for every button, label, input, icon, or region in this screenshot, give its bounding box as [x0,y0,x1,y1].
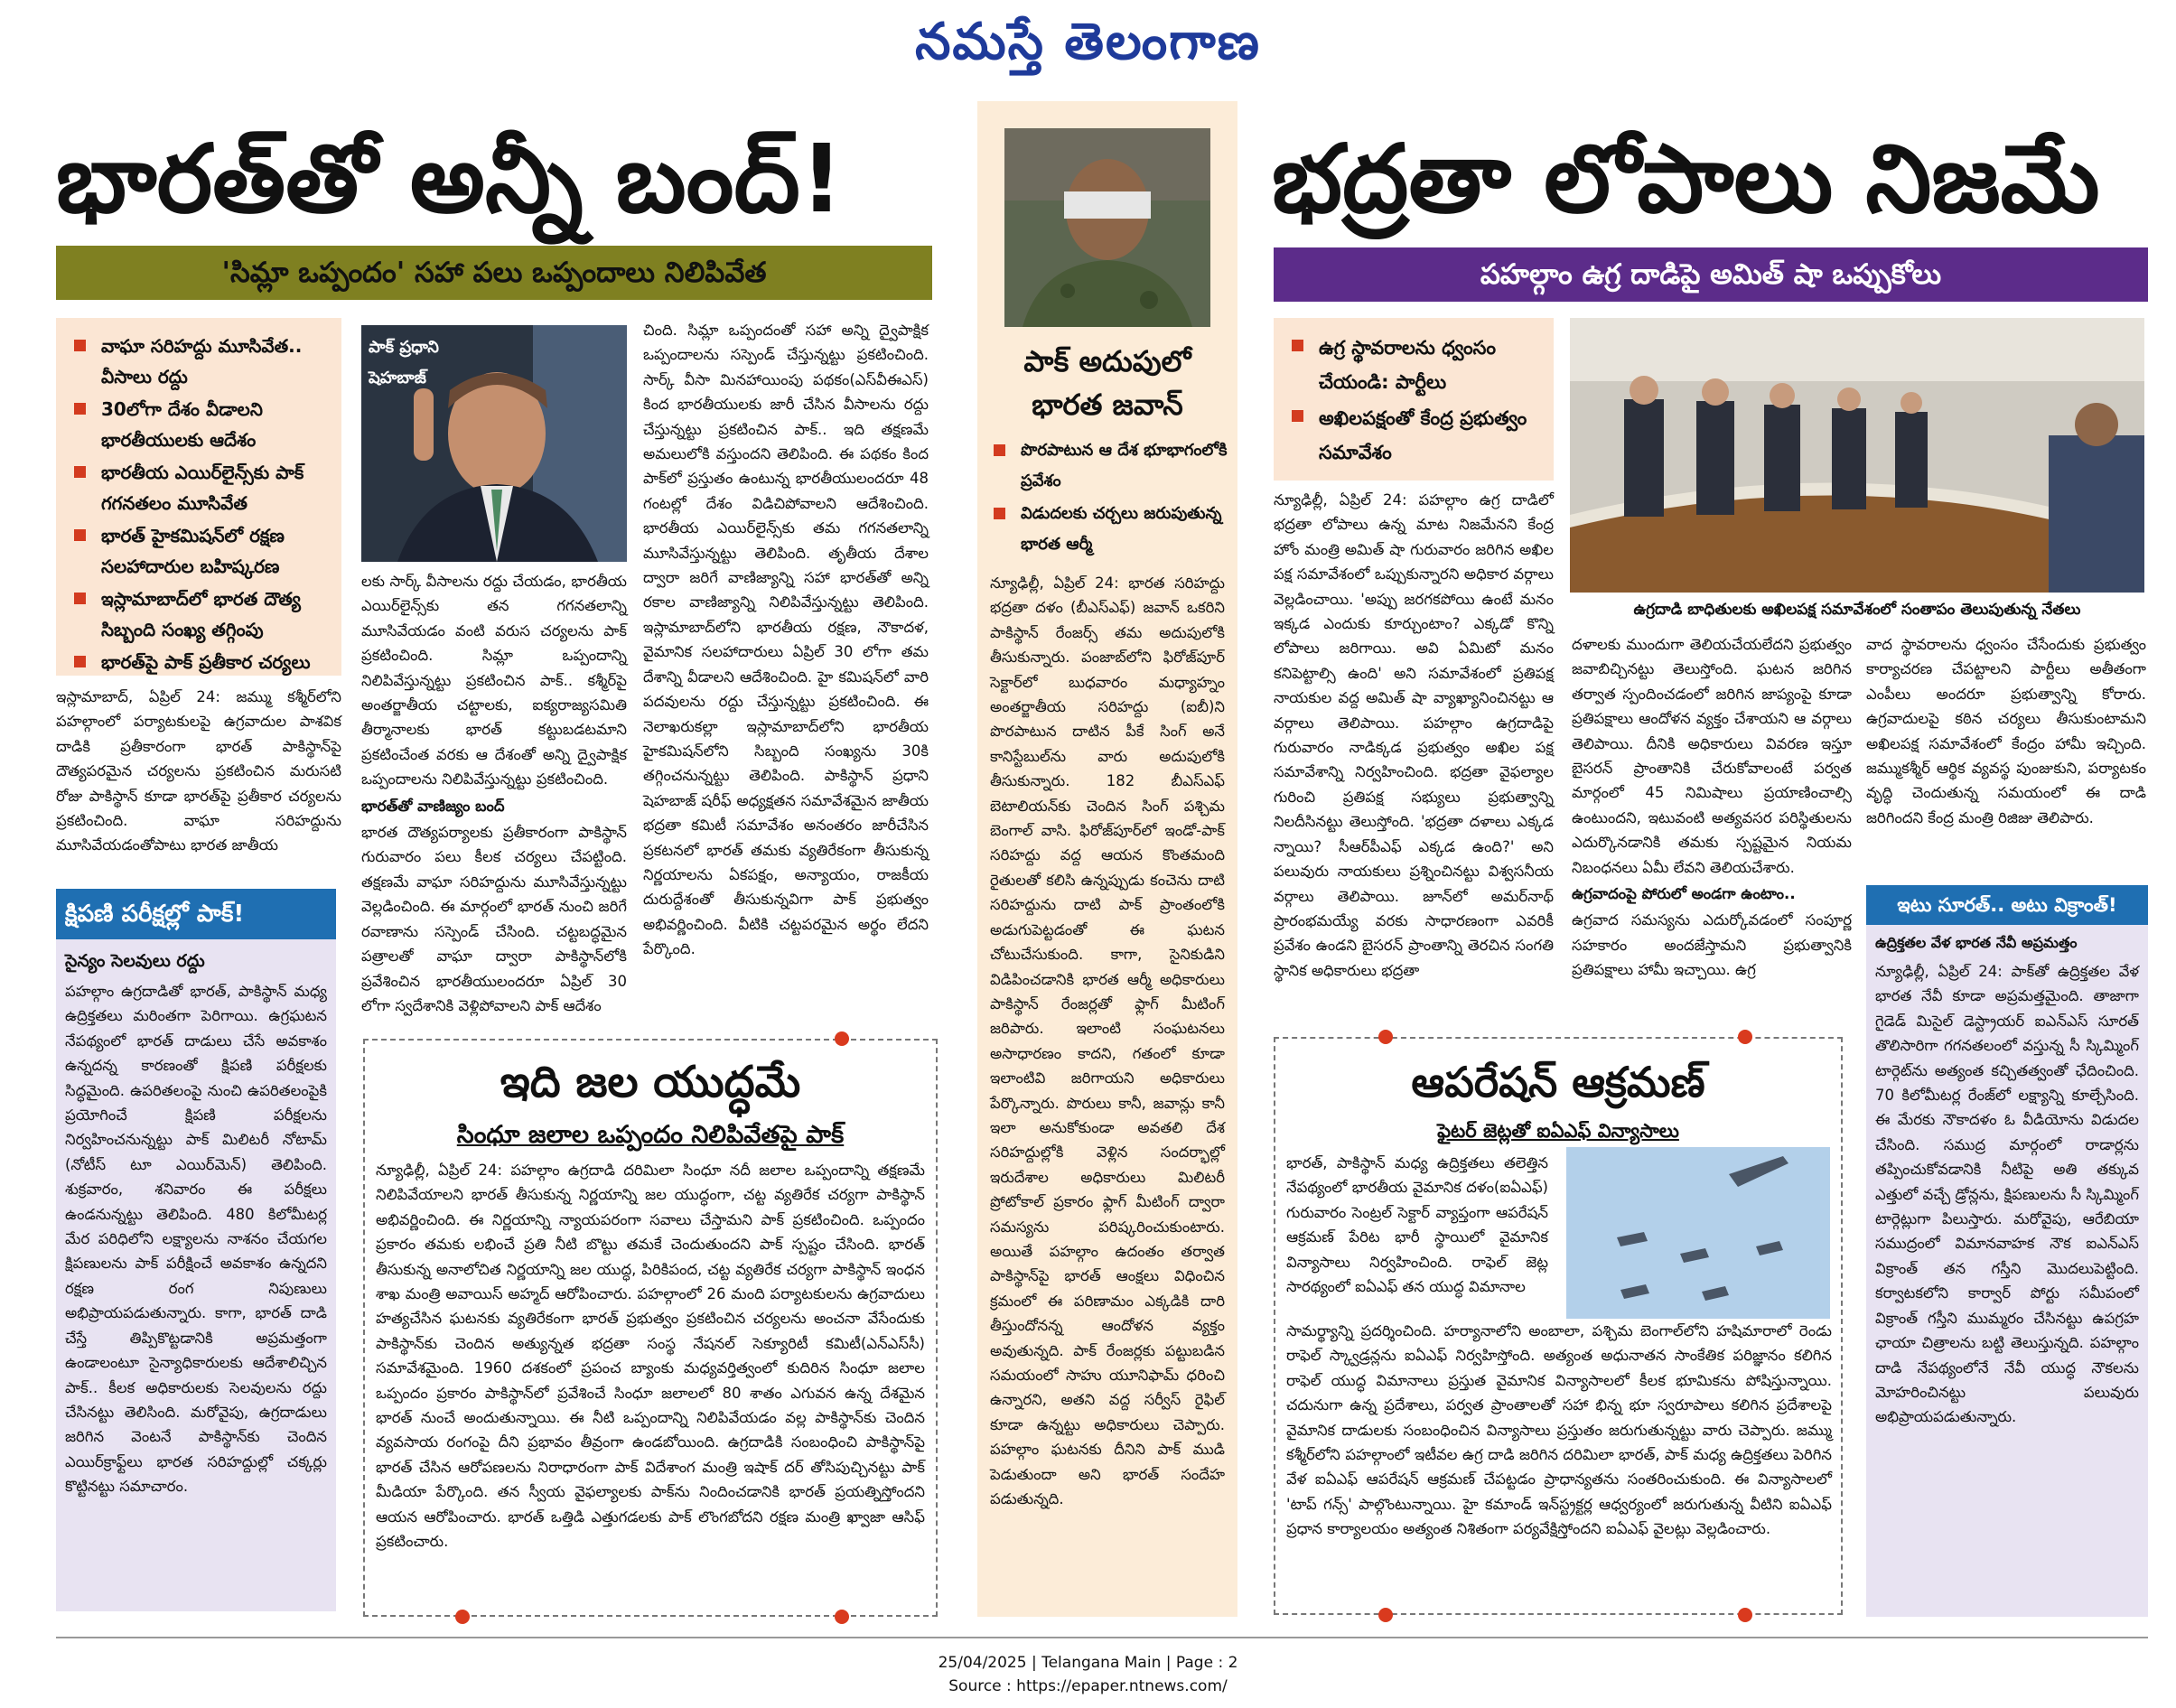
water-box-subhead: సింధూ జలాల ఒప్పందం నిలిపివేతపై పాక్ [456,1121,845,1149]
operation-box-headline: ఆపరేషన్ ఆక్రమణ్ [1411,1058,1705,1106]
center-bullet-list [977,432,1237,567]
paragraph: ఉగ్రవాద సమస్యను ఎదుర్కోవడంలో సంపూర్ణ సహకారం అందజేస్తామని ప్రభుత్వానికి ప్రతిపక్షాలు హామీ ఇచ్చాయి. ఉగ్ర [1572,911,1852,979]
left-strap: 'సిమ్లా ఒప్పందం' సహా పలు ఒప్పందాలు నిలిపివేత [56,246,932,300]
bullet-item: ఇస్లామాబాద్‌లో భారత దౌత్య సిబ్బంది సంఖ్య తగ్గింపు [70,583,331,645]
bullet-item: వాఘా సరిహద్దు మూసివేత.. వీసాలు రద్దు [70,331,331,392]
bullet-item: విడుదలకు చర్చలు జరుపుతున్న భారత ఆర్మీ [990,499,1228,560]
right-bullet-list [1274,318,1554,481]
center-story-body: న్యూఢిల్లీ, ఏప్రిల్ 24: భారత సరిహద్దు భద్రతా దళం (బీఎస్‌ఎఫ్) జవాన్ ఒకరిని పాకిస్థాన్ రేంజర్స్ తమ అదుపులోకి తీసుకున్నారు. పంజాబ్‌లోని ఫిరోజ్‌పూర్ సెక్టార్‌లో బుధవారం మధ్యాహ్నం అంతర్జాతీయ సరిహద్దు (ఐబీ)ని పొరపాటున దాటిన పీకే సింగ్ అనే కానిస్టేబుల్‌ను వారు అదుపులోకి తీసుకున్నారు. 182 బీఎస్‌ఎఫ్ బెటాలియన్‌కు చెందిన సింగ్ పశ్చిమ బెంగాల్ వాసి. ఫిరోజ్‌పూర్‌లో ఇండో-పాక్ సరిహద్దు వద్ద ఆయన కొంతమంది రైతులతో కలిసి ఉన్నప్పుడు కంచెను దాటి సరిహద్దును దాటి పాక్ ప్రాంతంలోకి అడుగుపెట్టడంతో ఈ ఘటన చోటుచేసుకుంది. కాగా, సైనికుడిని విడిపించడానికి భారత ఆర్మీ అధికారులు పాకిస్థాన్ రేంజర్లతో ఫ్లాగ్ మీటింగ్ జరిపారు. ఇలాంటి సంఘటనలు అసాధారణం కాదని, గతంలో కూడా ఇలాంటివి జరిగాయని అధికారులు పేర్కొన్నారు. పొరులు కానీ, జవాన్లు కానీ ఇలా అనుకోకుండా అవతలి దేశ సరిహద్దుల్లోకి వెళ్లిన సందర్భాల్లో ఇరుదేశాల అధికారులు మిలిటరీ ప్రోటోకాల్ ప్రకారం ఫ్లాగ్ మీటింగ్ ద్వారా సమస్యను పరిష్కరించుకుంటారు. అయితే పహల్గాం ఉదంతం తర్వాత పాకిస్థాన్‌పై భారత్ ఆంక్షలు విధించిన క్రమంలో ఈ పరిణామం ఎక్కడికి దారి తీస్తుందోనన్న ఆందోళన వ్యక్తం అవుతున్నది. పాక్ రేంజర్లకు పట్టుబడిన సమయంలో సాహు యూనిఫామ్ ధరించి ఉన్నారని, అతని వద్ద సర్వీస్ రైఫిల్ కూడా ఉన్నట్టు అధికారులు చెప్పారు. పహల్గాం ఘటనకు దీనిని పాక్ ముడి పెడుతుందా అని భారత్ సందేహ పడుతున్నది. [990,574,1225,1508]
center-story-column [977,101,1237,1617]
red-dot-marker [835,1610,849,1624]
red-dot-marker [835,1031,849,1046]
left-story-intro: ఇస్లామాబాద్, ఏప్రిల్ 24: జమ్ము కశ్మీర్‌లోని పహల్గాంలో పర్యాటకులపై ఉగ్రవాదుల పాశవిక దాడికి ప్రతీకారంగా భారత్ పాకిస్థాన్‌పై దౌత్యపరమైన చర్యలను ప్రకటించిన మరుసటి రోజు పాకిస్థాన్ కూడా భారత్‌పై ప్రతీకార చర్యలను ప్రకటించింది. వాఘా సరిహద్దును మూసివేయడంతోపాటు భారత జాతీయ [56,688,341,854]
right-story-column-1: న్యూఢిల్లీ, ఏప్రిల్ 24: పహల్గాం ఉగ్ర దాడిలో భద్రతా లోపాలు ఉన్న మాట నిజమేనని కేంద్ర హోం మంత్రి అమిత్ షా గురువారం జరిగిన అఖిల పక్ష సమావేశంలో ఒప్పుకున్నారని అధికార వర్గాలు వెల్లడించాయి. 'అప్పు జరగకపోయి ఉంటే మనం ఇక్కడ ఎందుకు కూర్చుంటాం? ఎక్కడో కొన్ని లోపాలు జరిగాయి. అవి ఏమిటో మనం కనిపెట్టాల్సి ఉంది' అని సమావేశంలో ప్రతిపక్ష నాయకుల వద్ద అమిత్ షా వ్యాఖ్యానించినట్టు ఆ వర్గాలు తెలిపాయి. పహల్గాం ఉగ్రదాడిపై గురువారం నాడిక్కడ ప్రభుత్వం అఖిల పక్ష సమావేశాన్ని నిర్వహించింది. భద్రతా వైఫల్యాల గురించి ప్రతిపక్ష సభ్యులు ప్రభుత్వాన్ని నిలదీసినట్టు తెలుస్తోంది. 'భద్రతా దళాలు ఎక్కడ న్నాయి? సీఆర్‌పీఎఫ్ ఎక్కడ ఉంది?' అని పలువురు నాయకులు ప్రశ్నించినట్టు విశ్వసనీయ వర్గాలు తెలిపాయి. జూన్‌లో అమర్‌నాథ్ ప్రారంభమయ్యే వరకు సాధారణంగా ఎవరికీ ప్రవేశం ఉండని బైసరన్ ప్రాంతాన్ని తెరచిన సంగతి స్థానిక అధికారులు భద్రతా [1274,491,1554,979]
bullet-item: భారత్‌పై పాక్ ప్రతీకార చర్యలు [70,647,331,677]
missile-box [56,889,336,1611]
paragraph: దళాలకు ముందుగా తెలియచేయలేదని ప్రభుత్వం జవాబిచ్చినట్టు తెలుస్తోంది. ఘటన జరిగిన తర్వాత స్పందించడంలో జరిగిన జాప్యంపై కూడా ప్రతిపక్షాలు ఆందోళన వ్యక్తం చేశాయని ఆ వర్గాలు తెలిపాయి. దీనికి అధికారులు వివరణ ఇస్తూ బైసరన్ ప్రాంతానికి చేరుకోవాలంటే పర్వత మార్గంలో 45 నిమిషాలు ప్రయాణించాల్సి ఉంటుందని, ఇటువంటి అత్యవసర పరిస్థితులను ఎదుర్కొనడానికి తమకు స్పష్టమైన నియమ నిబంధనలు ఏమీ లేవని తెలియచేశారు. [1572,636,1852,876]
missile-box-tag: క్షిపణి పరీక్షల్లో పాక్! [56,889,336,939]
masthead-logo: నమస్తే తెలంగాణ [915,12,1261,71]
red-dot-marker [455,1610,470,1624]
meeting-photo-caption: ఉగ్రదాడి బాధితులకు అఖిలపక్ష సమావేశంలో సంతాపం తెలుపుతున్న నేతలు [1633,601,2081,619]
right-headline: భద్రతా లోపాలు నిజమే [1272,124,2100,234]
red-dot-marker [1738,1030,1752,1044]
paragraph: లకు సార్క్ వీసాలను రద్దు చేయడం, భారతీయ ఎయిర్‌లైన్స్‌కు తన గగనతలాన్ని మూసివేయడం వంటి వరుస చర్యలను పాక్ ప్రకటించింది. సిమ్లా ఒప్పందాన్ని నిలిపివేస్తున్నట్టు ప్రకటించిన పాక్.. కశ్మీర్‌పై అంతర్జాతీయ చట్టాలకు, ఐక్యరాజ్యసమితి తీర్మానాలకు భారత్ కట్టుబడటమాని ప్రకటించేంత వరకు ఆ దేశంతో అన్ని ద్వైపాక్షిక ఒప్పందాలను నిలిపివేస్తున్నట్టు ప్రకటించింది. [361,573,627,789]
right-story-column-2 [1572,632,1852,1012]
left-headline: భారత్‌తో అన్నీ బంద్! [56,124,844,234]
right-strap: పహల్గాం ఉగ్ర దాడిపై అమిత్ షా ఒప్పుకోలు [1274,247,2148,302]
footer-date-line: 25/04/2025 | Telangana Main | Page : 2 [938,1654,1238,1672]
bullet-item: ఉగ్ర స్థావరాలను ధ్వంసం చేయండి: పార్టీలు [1288,331,1543,399]
missile-box-body: పహల్గాం ఉగ్రదాడితో భారత్, పాకిస్థాన్ మధ్య ఉద్రిక్తతలు మరింతగా పెరిగాయి. ఉగ్రఘటన నేపథ్యంలో భారత్ దాడులు చేసే అవకాశం ఉన్నదన్న కారణంతో క్షిపణి పరీక్షలకు సిద్ధమైంది. ఉపరితలంపై నుంచి ఉపరితలంపైకి ప్రయోగించే క్షిపణి పరీక్షలను నిర్వహించనున్నట్టు పాక్ మిలిటరీ నోటామ్ (నోటీస్ టూ ఎయిర్‌మెన్) తెలిపింది. శుక్రవారం, శనివారం ఈ పరీక్షలు ఉండనున్నట్టు తెలిపింది. 480 కిలోమీటర్ల మేర పరిధిలోని లక్ష్యాలను నాశనం చేయగల క్షిపణులను పాక్ పరీక్షించే అవకాశం ఉన్నదని రక్షణ రంగ నిపుణులు అభిప్రాయపడుతున్నారు. కాగా, భారత్ దాడి చేస్తే తిప్పికొట్టడానికి అప్రమత్తంగా ఉండాలంటూ సైన్యాధికారులకు ఆదేశాలిచ్చిన పాక్.. కీలక అధికారులకు సెలవులను రద్దు చేసినట్టు తెలిసింది. మరోవైపు, ఉగ్రదాడులు జరిగిన వెంటనే పాకిస్థాన్‌కు చెందిన ఎయిర్‌క్రాఫ్ట్‌లు భారత సరిహద్దుల్లో చక్కర్లు కొట్టినట్టు సమాచారం. [65,983,327,1496]
bottom-rule [56,1637,2148,1638]
bullet-item: 30లోగా దేశం వీడాలని భారతీయులకు ఆదేశం [70,394,331,455]
navy-box-body: న్యూఢిల్లీ, ఏప్రిల్ 24: పాక్‌తో ఉద్రిక్తతల వేళ భారత నేవీ కూడా అప్రమత్తమైంది. తాజాగా గైడెడ్ మిసైల్ డెస్ట్రాయర్ ఐఎన్‌ఎస్ సూరత్ తొలిసారిగా గగనతలంలో వస్తున్న సీ స్కిమ్మింగ్ టార్గెట్‌ను అత్యంత కచ్చితత్వంతో ఛేదించింది. 70 కిలోమీటర్ల రేంజ్‌లో లక్ష్యాన్ని కూల్చేసింది. ఈ మేరకు నౌకాదళం ఓ వీడియోను విడుదల చేసింది. సముద్ర మార్గంలో రాడార్లను తప్పించుకోవడానికి నీటిపై అతి తక్కువ ఎత్తులో వచ్చే డ్రోన్లను, క్షిపణులను సీ స్కిమ్మింగ్ టార్గెట్లుగా పిలుస్తారు. మరోవైపు, ఆరేబియా సముద్రంలో విమానవాహక నౌక ఐఎన్‌ఎస్ విక్రాంత్ తన గస్తీని మొదలుపెట్టింది. కర్వాటకలోని కార్వార్ పోర్టు సమీపంలో విక్రాంత్ గస్తీని ముమ్మరం చేసినట్టు ఉపగ్రహ ఛాయా చిత్రాలను బట్టి తెలుస్తున్నది. పహల్గాం దాడి నేపథ్యంలోనే నేవీ యుద్ధ నౌకలను మోహరించినట్టు పలువురు అభిప్రాయపడుతున్నారు. [1875,963,2139,1426]
jawan-illustration [1004,128,1210,327]
left-story-column-2 [361,569,627,1014]
subheading: ఉగ్రవాదంపై పోరులో అండగా ఉంటాం.. [1572,885,1796,903]
bullet-item: భారతీయ ఎయిర్‌లైన్స్‌కు పాక్ గగనతలం మూసివేత [70,457,331,518]
pm-photo-caption: పాక్ ప్రధాని షెహబాజ్ [369,338,439,387]
operation-box-body-1: భారత్, పాకిస్థాన్ మధ్య ఉద్రిక్తతలు తలెత్తిన నేపథ్యంలో భారతీయ వైమానిక దళం(ఐఏఎఫ్) గురువారం సెంట్రల్ సెక్టార్ వ్యాప్తంగా ఆపరేషన్ ఆక్రమణ్ పేరిట భారీ స్థాయిలో వైమానిక విన్యాసాలు నిర్వహించింది. రాఫెల్ జెట్ల సారథ్యంలో ఐఏఎఫ్ తన యుద్ధ విమానాల [1286,1154,1548,1296]
water-war-box [363,1039,938,1617]
pakistan-pm-photo [361,325,627,562]
subheading: భారత్‌తో వాణిజ్యం బంద్ [361,797,505,815]
navy-box-tag: ఇటు సూరత్.. అటు విక్రాంత్! [1866,885,2148,925]
water-box-body: న్యూఢిల్లీ, ఏప్రిల్ 24: పహల్గాం ఉగ్రదాడి దరిమిలా సింధూ నదీ జలాల ఒప్పందాన్ని తక్షణమే నిలిపివేయాలని భారత్ తీసుకున్న నిర్ణయాన్ని జల యుద్ధంగా, చట్ట వ్యతిరేక చర్యగా పాకిస్థాన్ అభివర్ణించింది. ఈ నిర్ణయాన్ని న్యాయపరంగా సవాలు చేస్తామని పాక్ ప్రకటించింది. ఒప్పందం ప్రకారం తమకు లభించే ప్రతి నీటి బొట్టు తమకే చెందుతుందని పాక్ స్పష్టం చేసింది. భారత్ తీసుకున్న అనాలోచిత నిర్ణయాన్ని జల యుద్ధ, పిరికిపంద, చట్ట వ్యతిరేక చర్యగా పాకిస్థాన్ ఇంధన శాఖ మంత్రి అవాయిస్ అహ్మద్ ఆరోపించారు. పహల్గాంలో 26 మంది పర్యాటకులను ఉగ్రవాదులు హత్యచేసిన ఘటనకు వ్యతిరేకంగా భారత్ ప్రభుత్వం ప్రకటించిన చర్యలను అంచనా వేసేందుకు పాకిస్థాన్‌కు చెందిన అత్యున్నత భద్రతా సంస్థ నేషనల్ సెక్యూరిటీ కమిటీ(ఎన్‌ఎస్‌సీ) సమావేశమైంది. 1960 దశకంలో ప్రపంచ బ్యాంకు మధ్యవర్తిత్వంలో కుదిరిన సింధూ జలాల ఒప్పందం ప్రకారం పాకిస్థాన్‌లో ప్రవేశించే సింధూ జలాలలో 80 శాతం ఎగువన ఉన్న దేశమైన భారత్ నుంచే అందుతున్నాయి. ఈ నీటి ఒప్పందాన్ని నిలిపివేయడం వల్ల పాకిస్థాన్‌కు చెందిన వ్యవసాయ రంగంపై దీని ప్రభావం తీవ్రంగా ఉండబోయింది. ఉగ్రదాడికి సంబంధించి పాకిస్థాన్‌పై భారత్ చేసిన ఆరోపణలను నిరాధారంగా పాక్ విదేశాంగ మంత్రి ఇషాక్ దర్ తోసిపుచ్చినట్టు పాక్ మీడియా పేర్కొంది. తన స్వీయ వైఫల్యాలకు పాక్‌ను నిందించడానికి భారత్ ప్రయత్నిస్తోందని ఆయన ఆరోపించారు. భారత్ ఒత్తిడి ఎత్తుగడలకు పాక్ లొంగబోదని రక్షణ మంత్రి ఖ్వాజా ఆసిఫ్ ప్రకటించారు. [376,1162,925,1551]
meeting-illustration [1570,318,2144,593]
red-dot-marker [1378,1030,1393,1044]
fighter-jets-photo [1566,1147,1830,1319]
red-dot-marker [1378,1608,1393,1622]
water-box-headline: ఇది జల యుద్ధమే [500,1057,801,1107]
navy-box [1866,885,2148,1617]
jets-illustration [1566,1147,1830,1319]
bullet-item: పొరపాటున ఆ దేశ భూభాగంలోకి ప్రవేశం [990,435,1228,497]
operation-box-subhead: ఫైటర్ జెట్లతో ఐఏఎఫ్ విన్యాసాలు [1437,1120,1679,1142]
jawan-photo [1004,128,1210,327]
missile-box-subhead: సైన్యం సెలవులు రద్దు [65,951,205,971]
all-party-meeting-photo [1570,318,2144,593]
center-headline: పాక్ అదుపులో భారత జవాన్ [1023,344,1191,422]
red-dot-marker [1738,1608,1752,1622]
left-bullet-list [56,318,341,676]
footer-source-line: Source : https://epaper.ntnews.com/ [948,1677,1228,1695]
bullet-item: భారత్ హైకమిషన్‌లో రక్షణ సలహాదారుల బహిష్కరణ [70,520,331,582]
operation-box [1274,1037,1843,1615]
right-story-column-3: వాద స్థావరాలను ధ్వంసం చేసేందుకు ప్రభుత్వం కార్యాచరణ చేపట్టాలని పార్టీలు అతీతంగా ఎంపీలు అందరూ ప్రభుత్వాన్ని కోరారు. ఉగ్రవాదులపై కఠిన చర్యలు తీసుకుంటామని అఖిలపక్ష సమావేశంలో కేంద్రం హామీ ఇచ్చింది. జమ్ముకశ్మీర్ ఆర్థిక వ్యవస్థ పుంజుకుని, పర్యాటకం వృద్ధి చెందుతున్న సమయంలో ఈ దాడి జరిగిందని కేంద్ర మంత్రి రిజిజు తెలిపారు. [1866,636,2146,826]
left-story-column-3: చింది. సిమ్లా ఒప్పందంతో సహా అన్ని ద్వైపాక్షిక ఒప్పందాలను సస్పెండ్ చేస్తున్నట్టు ప్రకటించింది. సార్క్ వీసా మినహాయింపు పథకం(ఎస్‌వీఈఎస్) కింద భారతీయులకు జారీ చేసిన వీసాలను రద్దు చేస్తున్నట్టు ప్రకటించిన పాక్.. ఇది తక్షణమే అమలులోకి వస్తుందని తెలిపింది. ఈ పథకం కింద పాక్‌లో ప్రస్తుతం ఉంటున్న భారతీయులందరూ 48 గంటల్లో దేశం విడిచిపోవాలని ఆదేశించింది. భారతీయ ఎయిర్‌లైన్స్‌కు తమ గగనతలాన్ని మూసివేస్తున్నట్టు తెలిపింది. తృతీయ దేశాల ద్వారా జరిగే వాణిజ్యాన్ని సహా భారత్‌తో అన్ని రకాల వాణిజ్యాన్ని నిలిపివేస్తున్నట్టు తెలిపింది. ఇస్లామాబాద్‌లోని భారతీయ రక్షణ, నౌకాదళ, వైమానిక సలహాదారులు ఏప్రిల్ 30 లోగా తమ దేశాన్ని వీడాలని ఆదేశించింది. హై కమిషన్‌లో వారి పదవులను రద్దు చేస్తున్నట్టు ప్రకటించింది. ఈ నెలాఖరుకల్లా ఇస్లామాబాద్‌లోని భారతీయ హైకమిషన్‌లోని సిబ్బంది సంఖ్యను 30కి తగ్గించనున్నట్టు తెలిపింది. పాకిస్థాన్ ప్రధాని షెహబాజ్ షరీఫ్ అధ్యక్షతన సమావేశమైన జాతీయ భద్రతా కమిటీ సమావేశం అనంతరం జారీచేసిన ప్రకటనలో భారత్ తమకు వ్యతిరేకంగా తీసుకున్న నిర్ణయాలను ఏకపక్షం, అన్యాయం, రాజకీయ దురుద్దేశంతో తీసుకున్నవిగా పాక్ ప్రభుత్వం అభివర్ణించింది. వీటికి చట్టపరమైన అర్థం లేదని పేర్కొంది. [643,322,929,958]
paragraph: భారత దౌత్యపర్యాలకు ప్రతీకారంగా పాకిస్థాన్ గురువారం పలు కీలక చర్యలు చేపట్టింది. తక్షణమే వాఘా సరిహద్దును మూసివేస్తున్నట్టు వెల్లడించింది. ఈ మార్గంలో భారత్ నుంచి జరిగే రవాణాను సస్పెండ్ చేసింది. చట్టబద్ధమైన పత్రాలతో వాఘా ద్వారా పాకిస్థాన్‌లోకి ప్రవేశించిన భారతీయులందరూ ఏప్రిల్ 30 లోగా స్వదేశానికి వెళ్లిపోవాలని పాక్ ఆదేశం [361,824,627,1014]
navy-box-subhead: ఉద్రిక్తతల వేళ భారత నేవీ అప్రమత్తం [1875,934,2078,951]
operation-box-body-2: సామర్థ్యాన్ని ప్రదర్శించింది. హర్యానాలోని అంబాలా, పశ్చిమ బెంగాల్‌లోని హషిమారాలో రెండు రాఫెల్ స్క్వాడ్రన్లను ఐఏఎఫ్ నిర్వహిస్తోంది. అత్యంత అధునాతన సాంకేతిక పరిజ్ఞానం కలిగిన రాఫెల్ యుద్ధ విమానాలు ప్రస్తుత వైమానిక విన్యాసాలలో కీలక భూమికను పోషిస్తున్నాయి. చదునుగా ఉన్న ప్రదేశాలు, పర్వత ప్రాంతాలతో సహా భిన్న భూ స్వరూపాలు కలిగిన ప్రదేశాలపై వైమానిక దాడులకు సంబంధించిన విన్యాసాలు ప్రస్తుతం జరుగుతున్నట్టు వారు చెప్పారు. జమ్ము కశ్మీర్‌లోని పహల్గాంలో ఇటీవల ఉగ్ర దాడి జరిగిన దరిమిలా భారత్, పాక్ మధ్య ఉద్రిక్తతలు పెరిగిన వేళ ఐఏఎఫ్ ఆపరేషన్ ఆక్రమణ్ చేపట్టడం ప్రాధాన్యతను సంతరించుకుంది. ఈ విన్యాసాలలో 'టాప్ గన్స్' పాల్గొంటున్నాయి. హై కమాండ్ ఇన్‌స్ట్రక్టర్ల ఆధ్వర్యంలో జరుగుతున్న వీటిని ఐఏఎఫ్ ప్రధాన కార్యాలయం అత్యంత నిశితంగా పర్యవేక్షిస్తోందని ఐఏఎఫ్ వైలట్లు వెల్లడించారు. [1286,1322,1832,1538]
bullet-item: అఖిలపక్షంతో కేంద్ర ప్రభుత్వం సమావేశం [1288,401,1543,470]
